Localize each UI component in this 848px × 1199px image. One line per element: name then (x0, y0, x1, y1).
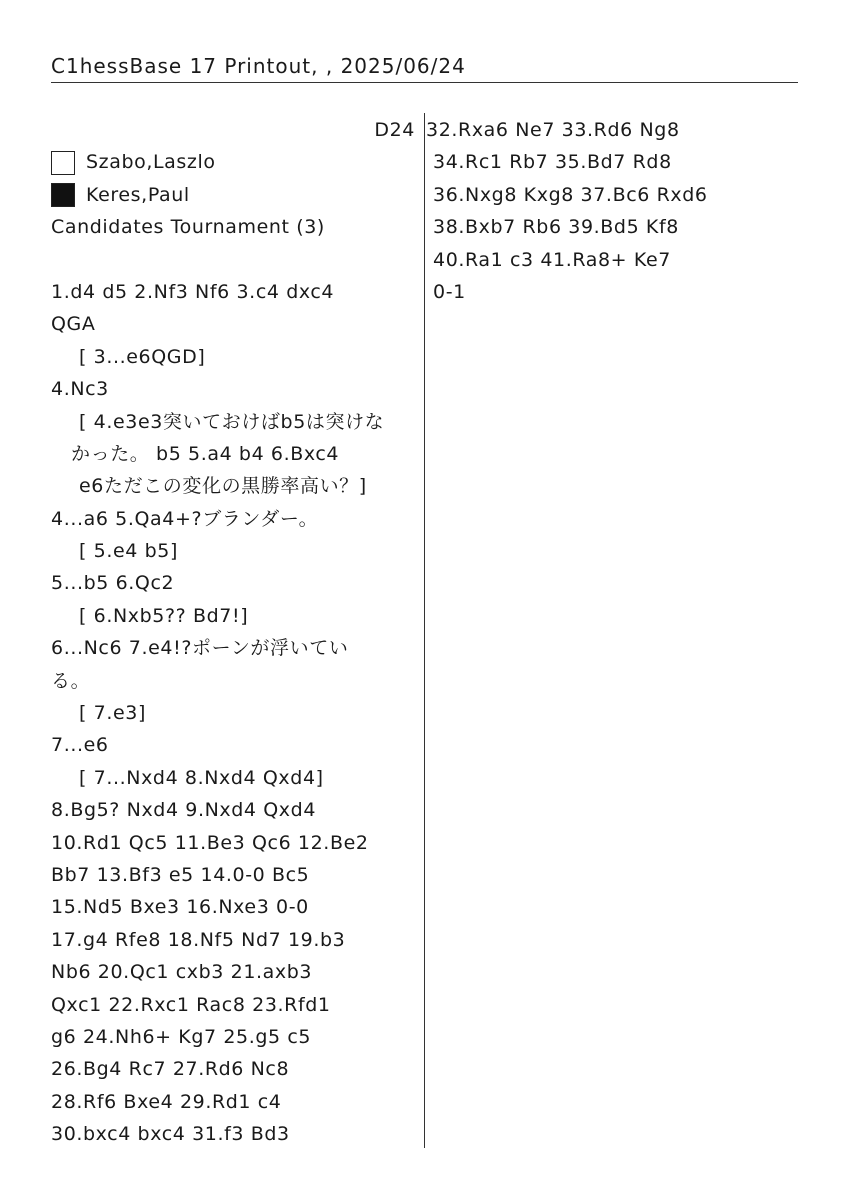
move-line: 30.bxc4 bxc4 31.f3 Bd3 (51, 1123, 290, 1146)
move-line: 7...e6 (51, 734, 109, 757)
move-line: 26.Bg4 Rc7 27.Rd6 Nc8 (51, 1058, 290, 1081)
eco-code: D24 (374, 119, 415, 141)
left-column (51, 114, 421, 1151)
column-divider (424, 113, 425, 1148)
move-line: 28.Rf6 Bxe4 29.Rd1 c4 (51, 1090, 282, 1113)
variation-line: e6ただこの変化の黒勝率高い？] (79, 475, 367, 498)
move-line: る。 (51, 669, 91, 692)
move-line: 40.Ra1 c3 41.Ra8+ Ke7 (433, 248, 671, 271)
right-column (426, 114, 798, 308)
variation-line: [ 5.e4 b5] (79, 540, 178, 563)
move-line: 32.Rxa6 Ne7 33.Rd6 Ng8 (426, 119, 680, 141)
move-line: 36.Nxg8 Kxg8 37.Bc6 Rxd6 (433, 183, 708, 206)
move-line: 34.Rc1 Rb7 35.Bd7 Rd8 (433, 151, 672, 174)
move-line: 5...b5 6.Qc2 (51, 572, 175, 595)
white-player-row (51, 146, 421, 178)
variation-line: [ 7.e3] (79, 702, 146, 725)
game-result: 0-1 (433, 280, 466, 303)
move-line: 8.Bg5? Nxd4 9.Nxd4 Qxd4 (51, 799, 317, 822)
page-header: C1hessBase 17 Printout, , 2025/06/24 (51, 54, 466, 78)
move-line: 6...Nc6 7.e4!?ポーンが浮いてい (51, 637, 349, 660)
header-rule (51, 82, 798, 83)
move-line: 4...a6 5.Qa4+?ブランダー。 (51, 507, 319, 530)
move-line: Bb7 13.Bf3 e5 14.0-0 Bc5 (51, 863, 310, 886)
variation-line: [ 4.e3e3突いておけばb5は突けな (79, 410, 385, 433)
move-line: g6 24.Nh6+ Kg7 25.g5 c5 (51, 1025, 312, 1048)
white-player-name: Szabo,Laszlo (86, 151, 216, 174)
move-line: 4.Nc3 (51, 378, 109, 401)
move-line: Qxc1 22.Rxc1 Rac8 23.Rfd1 (51, 993, 331, 1016)
move-line: Nb6 20.Qc1 cxb3 21.axb3 (51, 961, 313, 984)
event-name: Candidates Tournament (3) (51, 216, 325, 239)
move-line: 17.g4 Rfe8 18.Nf5 Nd7 19.b3 (51, 928, 346, 951)
move-line: QGA (51, 313, 96, 336)
black-square-icon (51, 183, 75, 207)
move-line: 1.d4 d5 2.Nf3 Nf6 3.c4 dxc4 (51, 280, 335, 303)
move-line: 10.Rd1 Qc5 11.Be3 Qc6 12.Be2 (51, 831, 369, 854)
black-player-row (51, 179, 421, 211)
variation-line: [ 3...e6QGD] (79, 345, 206, 368)
variation-line: [ 6.Nxb5?? Bd7!] (79, 604, 249, 627)
white-square-icon (51, 151, 75, 175)
move-line: 15.Nd5 Bxe3 16.Nxe3 0-0 (51, 896, 309, 919)
move-line: 38.Bxb7 Rb6 39.Bd5 Kf8 (433, 216, 679, 239)
variation-line: かった。 b5 5.a4 b4 6.Bxc4 (71, 442, 340, 465)
black-player-name: Keres,Paul (86, 183, 190, 206)
variation-line: [ 7...Nxd4 8.Nxd4 Qxd4] (79, 766, 324, 789)
spacer-line (51, 244, 421, 276)
